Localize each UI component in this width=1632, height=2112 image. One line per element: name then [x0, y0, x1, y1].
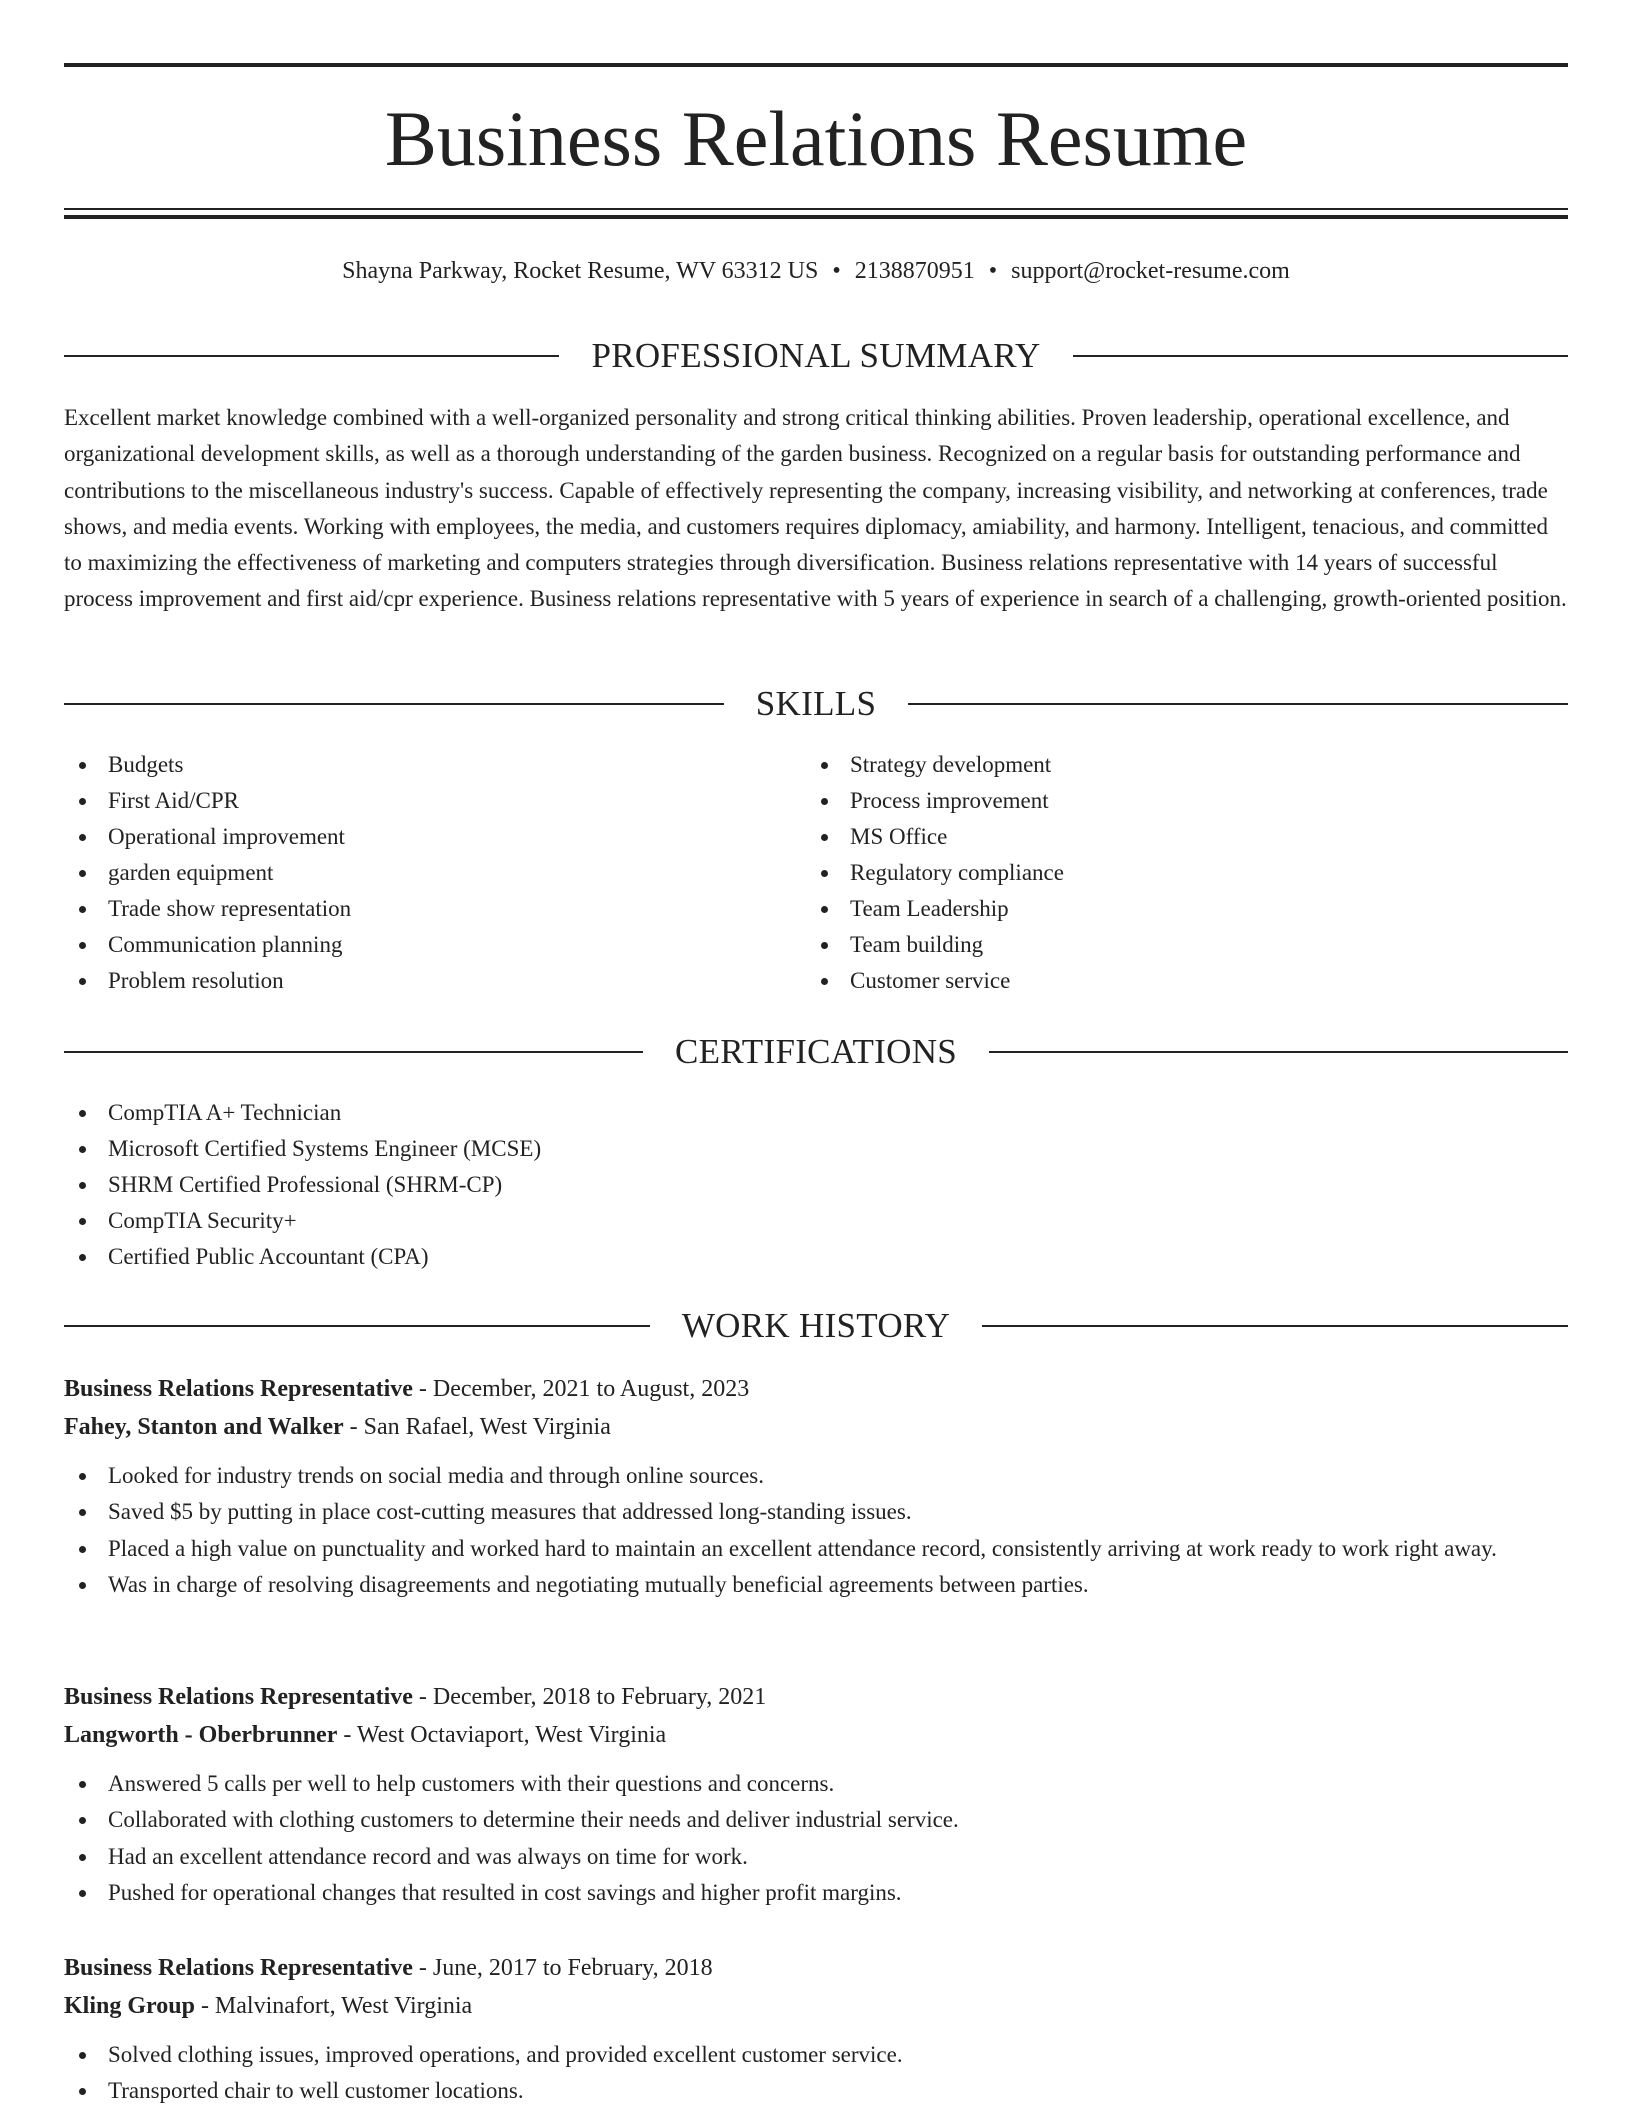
job-role: Business Relations Representative — [64, 1955, 413, 1981]
skill-item: Customer service — [806, 963, 1546, 999]
job-location: - San Rafael, West Virginia — [343, 1414, 611, 1440]
job-bullets — [64, 1458, 1568, 1603]
skill-item: Regulatory compliance — [806, 855, 1546, 891]
contact-address: Shayna Parkway, Rocket Resume, WV 63312 US — [342, 258, 819, 284]
summary-text: Excellent market knowledge combined with a well-organized personality and strong critical thinking abilities. Proven leadership, operational excellence, and organizational development skills, as well as a thorough understanding of the garden business. Recognized on a regular basis for outstanding performance and contributions to the miscellaneous industry's success. Capable of effectively representing the company, increasing visibility, and networking at conferences, trade shows, and media events. Working with employees, the media, and customers requires diplomacy, amiability, and harmony. Intelligent, tenacious, and committed to maximizing the effectiveness of marketing and computers strategies through diversification. Business relations representative with 14 years of successful process improvement and first aid/cpr experience. Business relations representative with 5 years of experience in search of a challenging, growth-oriented position. — [64, 405, 1567, 612]
job-company: Langworth - Oberbrunner — [64, 1722, 338, 1748]
contact-phone: 2138870951 — [854, 258, 975, 284]
header-top-rule — [64, 63, 1568, 67]
job-company: Kling Group — [64, 1993, 195, 2019]
job-bullet: Pushed for operational changes that resulted in cost savings and higher profit margins. — [64, 1875, 1568, 1911]
job-bullet: Placed a high value on punctuality and worked hard to maintain an excellent attendance record, consistently arriving at work ready to work right away. — [64, 1531, 1568, 1567]
skill-item: Budgets — [64, 747, 804, 783]
header-bottom-rule-1 — [64, 208, 1568, 210]
job-bullet: Looked for industry trends on social media and through online sources. — [64, 1458, 1568, 1494]
job-bullets — [64, 1766, 1568, 1911]
certification-item: SHRM Certified Professional (SHRM-CP) — [64, 1167, 1568, 1203]
heading-rule-right — [1073, 355, 1568, 357]
job-title-line — [64, 1678, 1568, 1716]
job-bullet: Collaborated with clothing customers to determine their needs and deliver industrial service. — [64, 1802, 1568, 1838]
skill-item: Problem resolution — [64, 963, 804, 999]
skill-item: Strategy development — [806, 747, 1546, 783]
heading-rule-left — [64, 1325, 650, 1327]
work-history-heading — [64, 1303, 1568, 1349]
certifications-heading — [64, 1029, 1568, 1075]
certification-item: Certified Public Accountant (CPA) — [64, 1239, 1568, 1275]
summary-heading-label: PROFESSIONAL SUMMARY — [591, 336, 1041, 375]
certifications-list — [64, 1095, 1568, 1275]
job-company-line — [64, 1408, 1568, 1446]
job-company-line — [64, 1987, 1568, 2025]
job-company: Fahey, Stanton and Walker — [64, 1414, 344, 1440]
skills-list-left — [64, 747, 804, 999]
certification-item: CompTIA Security+ — [64, 1203, 1568, 1239]
heading-rule-left — [64, 1051, 643, 1053]
skill-item: Team Leadership — [806, 891, 1546, 927]
summary-heading — [64, 333, 1568, 379]
contact-email: support@rocket-resume.com — [1011, 258, 1290, 284]
job-title-line — [64, 1370, 1568, 1408]
certifications-heading-label: CERTIFICATIONS — [674, 1032, 958, 1071]
job-bullet: Transported chair to well customer locations. — [64, 2073, 1568, 2109]
skill-item: First Aid/CPR — [64, 783, 804, 819]
contact-line — [64, 254, 1568, 288]
skills-heading-label: SKILLS — [755, 684, 877, 723]
job-dates: - December, 2021 to August, 2023 — [412, 1376, 750, 1402]
skills-heading — [64, 681, 1568, 727]
skill-item: MS Office — [806, 819, 1546, 855]
job-bullet: Solved clothing issues, improved operations, and provided excellent customer service. — [64, 2037, 1568, 2073]
job-entry — [64, 1949, 1568, 2110]
skill-item: garden equipment — [64, 855, 804, 891]
resume-title: Business Relations Resume — [384, 95, 1248, 182]
certification-item: Microsoft Certified Systems Engineer (MCSE) — [64, 1131, 1568, 1167]
header-bottom-rule-2 — [64, 215, 1568, 219]
job-entry — [64, 1370, 1568, 1603]
skills-list-right — [806, 747, 1546, 999]
job-dates: - December, 2018 to February, 2021 — [412, 1684, 767, 1710]
contact-separator: • — [832, 258, 841, 284]
heading-rule-left — [64, 703, 724, 705]
job-location: - West Octaviaport, West Virginia — [337, 1722, 667, 1748]
job-bullets — [64, 2037, 1568, 2110]
certification-item: CompTIA A+ Technician — [64, 1095, 1568, 1131]
skill-item: Communication planning — [64, 927, 804, 963]
job-bullet: Had an excellent attendance record and was always on time for work. — [64, 1839, 1568, 1875]
job-entry — [64, 1678, 1568, 1911]
job-dates: - June, 2017 to February, 2018 — [412, 1955, 713, 1981]
heading-rule-right — [982, 1325, 1568, 1327]
job-title-line — [64, 1949, 1568, 1987]
job-bullet: Saved $5 by putting in place cost-cutting measures that addressed long-standing issues. — [64, 1494, 1568, 1530]
contact-separator: • — [988, 258, 998, 284]
skill-item: Trade show representation — [64, 891, 804, 927]
skill-item: Operational improvement — [64, 819, 804, 855]
job-bullet: Was in charge of resolving disagreements and negotiating mutually beneficial agreements between parties. — [64, 1567, 1568, 1603]
job-role: Business Relations Representative — [64, 1684, 413, 1710]
job-location: - Malvinafort, West Virginia — [194, 1993, 473, 2019]
skill-item: Team building — [806, 927, 1546, 963]
job-bullet: Answered 5 calls per well to help customers with their questions and concerns. — [64, 1766, 1568, 1802]
heading-rule-right — [989, 1051, 1568, 1053]
heading-rule-right — [908, 703, 1568, 705]
skill-item: Process improvement — [806, 783, 1546, 819]
job-company-line — [64, 1716, 1568, 1754]
job-role: Business Relations Representative — [64, 1376, 413, 1402]
work-history-heading-label: WORK HISTORY — [681, 1306, 951, 1345]
heading-rule-left — [64, 355, 559, 357]
